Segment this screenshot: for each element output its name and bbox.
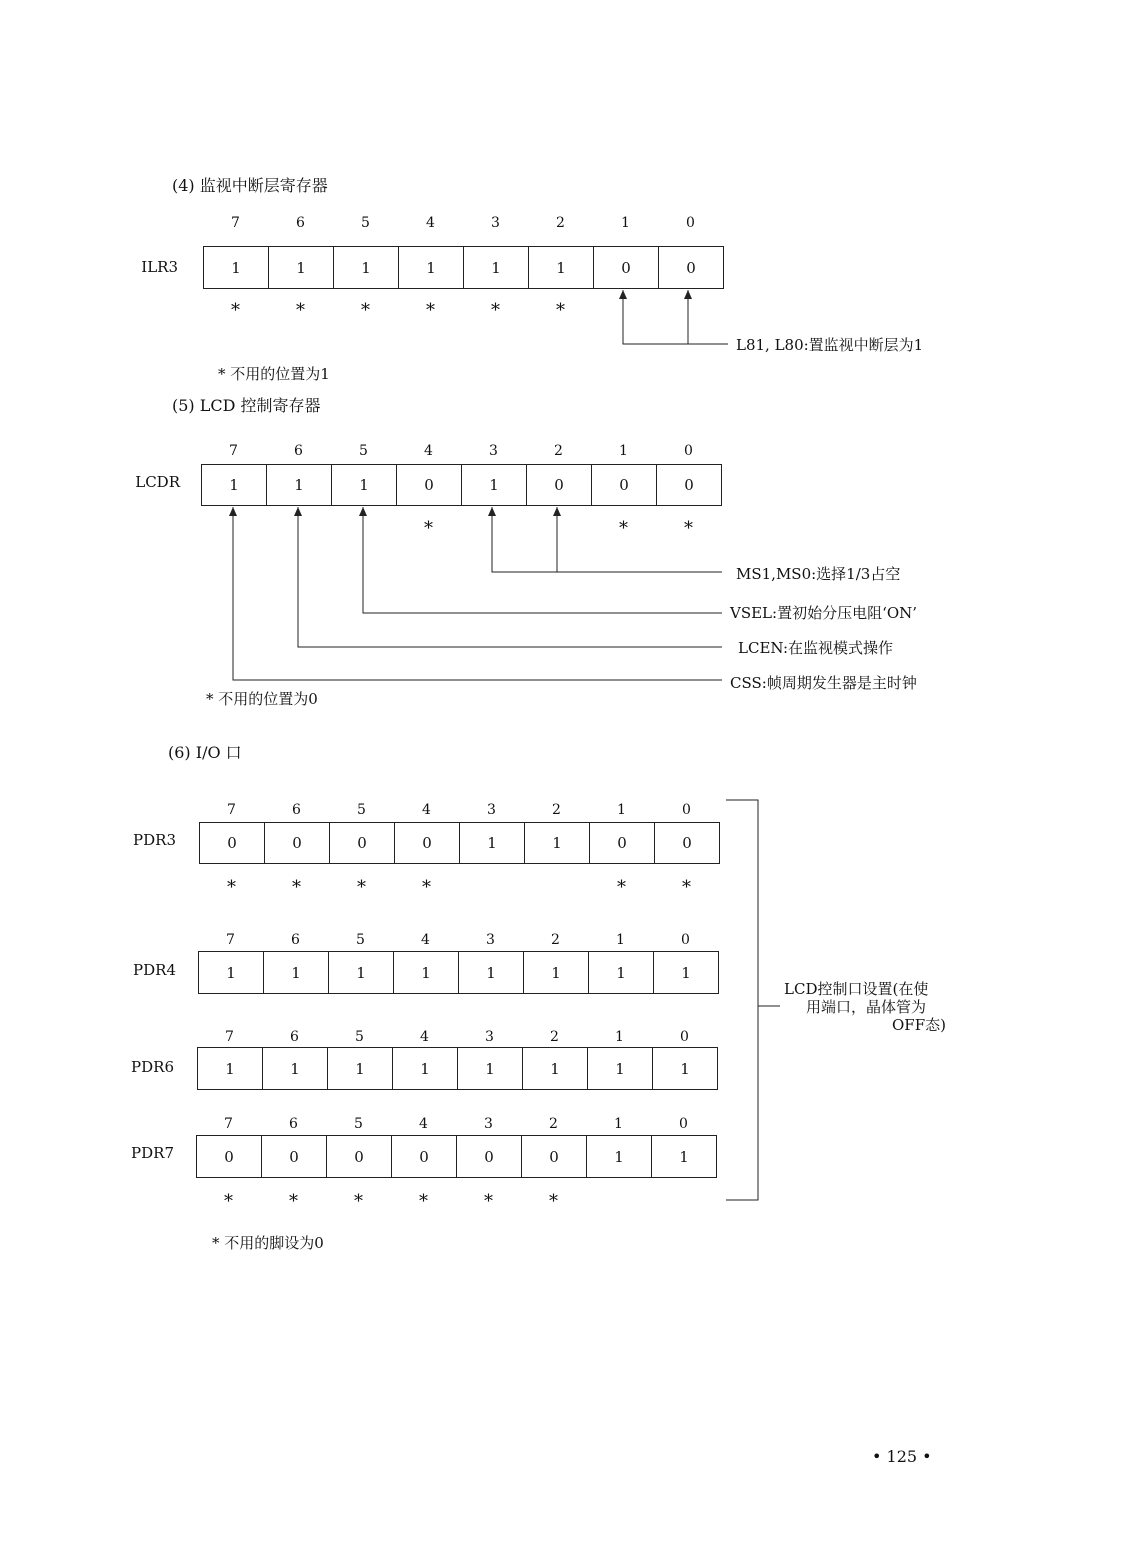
bit-number: 3 [489, 443, 498, 459]
annotation-css: CSS:帧周期发生器是主时钟 [730, 674, 917, 692]
bit-number: 6 [289, 1116, 298, 1132]
bit-cell: 1 [262, 1047, 328, 1090]
bit-number: 6 [294, 443, 303, 459]
bit-cell: 0 [593, 246, 659, 289]
bit-number: 2 [556, 215, 565, 231]
bit-cell: 1 [458, 951, 524, 994]
bit-number: 3 [486, 932, 495, 948]
bit-cell: 1 [331, 464, 397, 506]
bit-cell: 0 [591, 464, 657, 506]
bit-number: 0 [679, 1116, 688, 1132]
bit-number: 4 [424, 443, 433, 459]
bit-number: 6 [291, 932, 300, 948]
bit-number: 7 [227, 802, 236, 818]
register-label-pdr7: PDR7 [131, 1144, 174, 1162]
connector-lcen [298, 507, 722, 647]
bit-number: 3 [491, 215, 500, 231]
arrowhead [229, 507, 237, 516]
unused-bit-marker: * [357, 877, 366, 898]
bit-cell: 0 [658, 246, 724, 289]
bit-cell: 1 [198, 951, 264, 994]
unused-bit-marker: * [556, 300, 565, 321]
bit-cell: 1 [459, 822, 525, 864]
bit-number: 1 [619, 443, 628, 459]
bit-cell: 1 [392, 1047, 458, 1090]
bit-number: 3 [484, 1116, 493, 1132]
bit-number: 1 [615, 1029, 624, 1045]
bit-number: 7 [226, 932, 235, 948]
bit-number: 5 [355, 1029, 364, 1045]
bit-number: 7 [229, 443, 238, 459]
bit-cell: 1 [266, 464, 332, 506]
connector-ilr3-bit1 [623, 290, 728, 344]
bit-cell: 1 [203, 246, 269, 289]
bit-cell: 1 [327, 1047, 393, 1090]
bit-number: 1 [614, 1116, 623, 1132]
unused-bit-marker: * [619, 518, 628, 539]
bit-number: 3 [485, 1029, 494, 1045]
arrowhead [294, 507, 302, 516]
bit-cell: 0 [391, 1135, 457, 1178]
bit-cell: 1 [263, 951, 329, 994]
bit-cell: 1 [587, 1047, 653, 1090]
bit-cell: 0 [329, 822, 395, 864]
note-unused-bits-0: * 不用的位置为0 [206, 690, 318, 708]
bit-cell: 1 [201, 464, 267, 506]
arrowhead [553, 507, 561, 516]
bit-cell: 0 [456, 1135, 522, 1178]
bit-number: 0 [684, 443, 693, 459]
bit-cell: 1 [398, 246, 464, 289]
unused-bit-marker: * [422, 877, 431, 898]
bit-cell: 1 [523, 951, 589, 994]
arrowhead [684, 290, 692, 299]
bit-number: 5 [354, 1116, 363, 1132]
bit-number: 4 [420, 1029, 429, 1045]
bit-number: 6 [290, 1029, 299, 1045]
unused-bit-marker: * [419, 1191, 428, 1212]
section-heading-ilr: (4) 监视中断层寄存器 [172, 176, 328, 195]
bit-cell: 1 [653, 951, 719, 994]
unused-bit-marker: * [426, 300, 435, 321]
annotation-ms1-ms0: MS1,MS0:选择1/3占空 [736, 565, 901, 583]
unused-bit-marker: * [224, 1191, 233, 1212]
bit-cell: 0 [521, 1135, 587, 1178]
page-number: • 125 • [872, 1447, 932, 1466]
bit-cell: 0 [199, 822, 265, 864]
bit-cell: 0 [654, 822, 720, 864]
bit-cell: 0 [326, 1135, 392, 1178]
arrowhead [619, 290, 627, 299]
bit-number: 5 [357, 802, 366, 818]
register-label-lcdr: LCDR [135, 473, 180, 491]
bit-cell: 0 [656, 464, 722, 506]
bracket-io-ports [726, 800, 758, 1200]
bit-number: 2 [549, 1116, 558, 1132]
unused-bit-marker: * [289, 1191, 298, 1212]
bit-cell: 1 [528, 246, 594, 289]
annotation-lcd-port-line1: LCD控制口设置(在使 [784, 980, 929, 998]
bit-number: 1 [621, 215, 630, 231]
bit-cell: 1 [461, 464, 527, 506]
unused-bit-marker: * [491, 300, 500, 321]
bit-number: 4 [419, 1116, 428, 1132]
connector-css [233, 507, 722, 680]
unused-bit-marker: * [231, 300, 240, 321]
bit-cell: 1 [651, 1135, 717, 1178]
bit-number: 2 [551, 932, 560, 948]
connector-ms1 [492, 507, 722, 572]
bit-number: 1 [616, 932, 625, 948]
bit-number: 0 [682, 802, 691, 818]
bit-cell: 0 [394, 822, 460, 864]
bit-number: 4 [421, 932, 430, 948]
bit-number: 0 [686, 215, 695, 231]
bit-number: 5 [361, 215, 370, 231]
register-label-pdr3: PDR3 [133, 831, 176, 849]
bit-number: 4 [426, 215, 435, 231]
annotation-l81-l80: L81, L80:置监视中断层为1 [736, 336, 924, 354]
register-label-ilr3: ILR3 [141, 258, 178, 276]
unused-bit-marker: * [227, 877, 236, 898]
unused-bit-marker: * [682, 877, 691, 898]
bit-cell: 1 [457, 1047, 523, 1090]
unused-bit-marker: * [296, 300, 305, 321]
note-unused-bits-1: * 不用的位置为1 [218, 365, 330, 383]
bit-number: 2 [554, 443, 563, 459]
bit-number: 6 [292, 802, 301, 818]
unused-bit-marker: * [617, 877, 626, 898]
bit-cell: 0 [196, 1135, 262, 1178]
arrowhead [359, 507, 367, 516]
bit-number: 0 [680, 1029, 689, 1045]
bit-cell: 0 [261, 1135, 327, 1178]
section-heading-io: (6) I/O 口 [168, 743, 242, 762]
unused-bit-marker: * [549, 1191, 558, 1212]
bit-cell: 1 [522, 1047, 588, 1090]
unused-bit-marker: * [361, 300, 370, 321]
unused-bit-marker: * [354, 1191, 363, 1212]
bit-number: 2 [552, 802, 561, 818]
bit-cell: 1 [586, 1135, 652, 1178]
bit-number: 7 [224, 1116, 233, 1132]
bit-cell: 0 [396, 464, 462, 506]
bit-cell: 1 [333, 246, 399, 289]
bit-cell: 1 [588, 951, 654, 994]
bit-number: 7 [225, 1029, 234, 1045]
note-unused-pins-0: * 不用的脚设为0 [212, 1234, 324, 1252]
annotation-vsel: VSEL:置初始分压电阻‘ON’ [730, 604, 918, 622]
bit-cell: 0 [264, 822, 330, 864]
annotation-lcd-port-line3: OFF态) [892, 1016, 946, 1034]
unused-bit-marker: * [684, 518, 693, 539]
bit-number: 5 [356, 932, 365, 948]
bit-cell: 0 [589, 822, 655, 864]
bit-number: 6 [296, 215, 305, 231]
unused-bit-marker: * [424, 518, 433, 539]
bit-cell: 1 [197, 1047, 263, 1090]
bit-cell: 1 [268, 246, 334, 289]
section-heading-lcdr: (5) LCD 控制寄存器 [172, 396, 321, 415]
bit-number: 2 [550, 1029, 559, 1045]
bit-cell: 1 [393, 951, 459, 994]
bit-number: 0 [681, 932, 690, 948]
annotation-lcd-port-line2: 用端口，晶体管为 [806, 998, 927, 1016]
bit-number: 7 [231, 215, 240, 231]
bit-number: 3 [487, 802, 496, 818]
bit-cell: 0 [526, 464, 592, 506]
register-label-pdr6: PDR6 [131, 1058, 174, 1076]
bit-cell: 1 [328, 951, 394, 994]
bit-number: 1 [617, 802, 626, 818]
arrowhead [488, 507, 496, 516]
bit-number: 4 [422, 802, 431, 818]
annotation-lcen: LCEN:在监视模式操作 [738, 639, 894, 657]
unused-bit-marker: * [292, 877, 301, 898]
bit-number: 5 [359, 443, 368, 459]
register-label-pdr4: PDR4 [133, 961, 176, 979]
bit-cell: 1 [524, 822, 590, 864]
unused-bit-marker: * [484, 1191, 493, 1212]
bit-cell: 1 [652, 1047, 718, 1090]
bit-cell: 1 [463, 246, 529, 289]
